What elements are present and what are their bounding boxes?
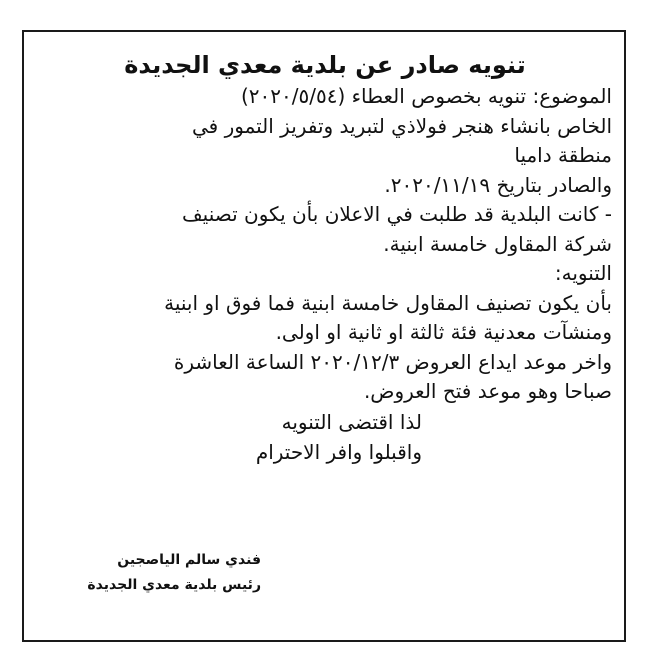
- original-requirement-line: - كانت البلدية قد طلبت في الاعلان بأن يكون تصنيف: [181, 202, 612, 226]
- deadline-line-2: صباحا وهو موعد فتح العروض.: [363, 379, 612, 403]
- amendment-line-2: ومنشآت معدنية فئة ثالثة او ثانية او اولى.: [275, 320, 612, 344]
- amendment-line: بأن يكون تصنيف المقاول خامسة ابنية فما فوق او ابنية: [164, 290, 612, 315]
- amendment-heading: التنويه:: [554, 261, 612, 285]
- location-line: منطقة داميا: [514, 143, 612, 167]
- signature-block: [87, 548, 261, 598]
- signatory-name: فندي سالم الياصجين: [117, 552, 261, 568]
- original-requirement-line-2: شركة المقاول خامسة ابنية.: [383, 231, 612, 256]
- deadline-line: واخر موعد ايداع العروض ٢٠٢٠/١٢/٣ الساعة العاشرة: [173, 349, 612, 374]
- closing-line: لذا اقتضى التنويه: [281, 409, 422, 434]
- project-line: الخاص بانشاء هنجر فولاذي لتبريد وتفريز التمور في: [192, 113, 612, 138]
- closing-line-2: واقبلوا وافر الاحترام: [255, 439, 422, 464]
- notice-body: [38, 48, 612, 467]
- subject-line: الموضوع: تنويه بخصوص العطاء (٢٠٢٠/٥/٥٤): [240, 84, 612, 108]
- signatory-role: رئيس بلدية معدي الجديدة: [87, 577, 261, 593]
- issue-date-line: والصادر بتاريخ ٢٠٢٠/١١/١٩.: [384, 172, 612, 197]
- notice-title: تنويه صادر عن بلدية معدي الجديدة: [124, 51, 526, 79]
